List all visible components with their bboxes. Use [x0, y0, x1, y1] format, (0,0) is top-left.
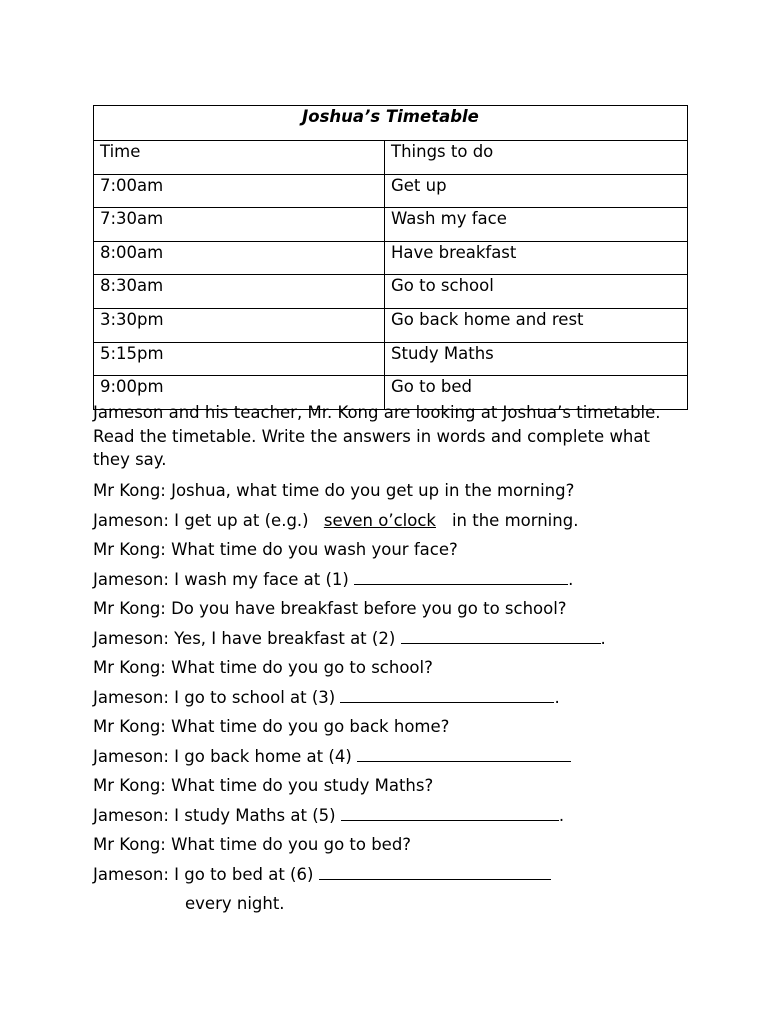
- time-cell: 8:00am: [94, 241, 385, 275]
- time-cell: 3:30pm: [94, 308, 385, 342]
- question-text: Mr Kong: What time do you wash your face?: [93, 540, 458, 559]
- dialogue-line: [93, 714, 693, 744]
- dialogue-line: [93, 685, 693, 715]
- time-cell: 7:00am: [94, 174, 385, 208]
- instructions: Jameson and his teacher, Mr. Kong are looking at Joshua’s timetable. Read the timetable. Write the answers in words and complete what they say.: [93, 403, 661, 469]
- answer-text: Jameson: I study Maths at (5): [93, 805, 336, 825]
- question-text: Mr Kong: What time do you go back home?: [93, 717, 450, 736]
- answer-blank-1[interactable]: [354, 569, 568, 585]
- dialogue-line: [93, 655, 693, 685]
- timetable-title: Joshua’s Timetable: [94, 106, 688, 141]
- question-text: Mr Kong: Joshua, what time do you get up in the morning?: [93, 481, 575, 500]
- timetable-title-row: [94, 106, 688, 141]
- time-cell: 9:00pm: [94, 376, 385, 410]
- answer-text: Jameson: I go to bed at (6): [93, 864, 314, 884]
- header-things-to-do: Things to do: [385, 141, 688, 175]
- question-text: Mr Kong: What time do you go to school?: [93, 658, 433, 677]
- answer-text: Jameson: I wash my face at (1): [93, 569, 349, 589]
- dialogue-line: [93, 773, 693, 803]
- answer-blank-3[interactable]: [340, 687, 554, 703]
- activity-cell: Get up: [385, 174, 688, 208]
- answer-blank-4[interactable]: [357, 746, 571, 762]
- answer-text: Jameson: I go back home at (4): [93, 746, 352, 766]
- activity-cell: Study Maths: [385, 342, 688, 376]
- answer-text: .: [554, 687, 560, 707]
- dialogue-line: [93, 891, 693, 921]
- dialogue-line: [93, 596, 693, 626]
- dialogue-line: [93, 508, 693, 538]
- dialogue: [93, 478, 693, 921]
- header-time: Time: [94, 141, 385, 175]
- answer-continuation: every night.: [185, 894, 285, 913]
- timetable-header-row: [94, 141, 688, 175]
- answer-text: .: [568, 569, 574, 589]
- activity-cell: Have breakfast: [385, 241, 688, 275]
- dialogue-line: [93, 744, 693, 774]
- answer-text: .: [558, 805, 565, 825]
- dialogue-line: [93, 803, 693, 833]
- question-text: Mr Kong: Do you have breakfast before you go to school?: [93, 599, 567, 618]
- answer-text: in the morning.: [451, 510, 579, 530]
- answer-text: Jameson: I get up at (e.g.): [93, 510, 309, 530]
- table-row: [94, 275, 688, 309]
- answer-text: Jameson: I go to school at (3): [93, 687, 336, 707]
- table-row: [94, 308, 688, 342]
- example-answer: seven o’clock: [323, 510, 436, 530]
- dialogue-line: [93, 478, 693, 508]
- timetable: [93, 105, 688, 410]
- dialogue-line: [93, 832, 693, 862]
- dialogue-line: [93, 626, 693, 656]
- dialogue-line: [93, 862, 693, 892]
- activity-cell: Go to school: [385, 275, 688, 309]
- answer-blank-5[interactable]: [341, 805, 559, 821]
- answer-blank-2[interactable]: [401, 628, 601, 644]
- answer-text: .: [600, 628, 606, 648]
- activity-cell: Wash my face: [385, 208, 688, 242]
- question-text: Mr Kong: What time do you go to bed?: [93, 835, 412, 854]
- table-row: [94, 208, 688, 242]
- table-row: [94, 342, 688, 376]
- dialogue-line: [93, 567, 693, 597]
- table-row: [94, 174, 688, 208]
- dialogue-line: [93, 537, 693, 567]
- table-row: [94, 241, 688, 275]
- time-cell: 5:15pm: [94, 342, 385, 376]
- activity-cell: Go back home and rest: [385, 308, 688, 342]
- time-cell: 8:30am: [94, 275, 385, 309]
- time-cell: 7:30am: [94, 208, 385, 242]
- question-text: Mr Kong: What time do you study Maths?: [93, 776, 434, 795]
- activity-cell: Go to bed: [385, 376, 688, 410]
- answer-text: Jameson: Yes, I have breakfast at (2): [93, 628, 396, 648]
- answer-blank-6[interactable]: [319, 864, 551, 880]
